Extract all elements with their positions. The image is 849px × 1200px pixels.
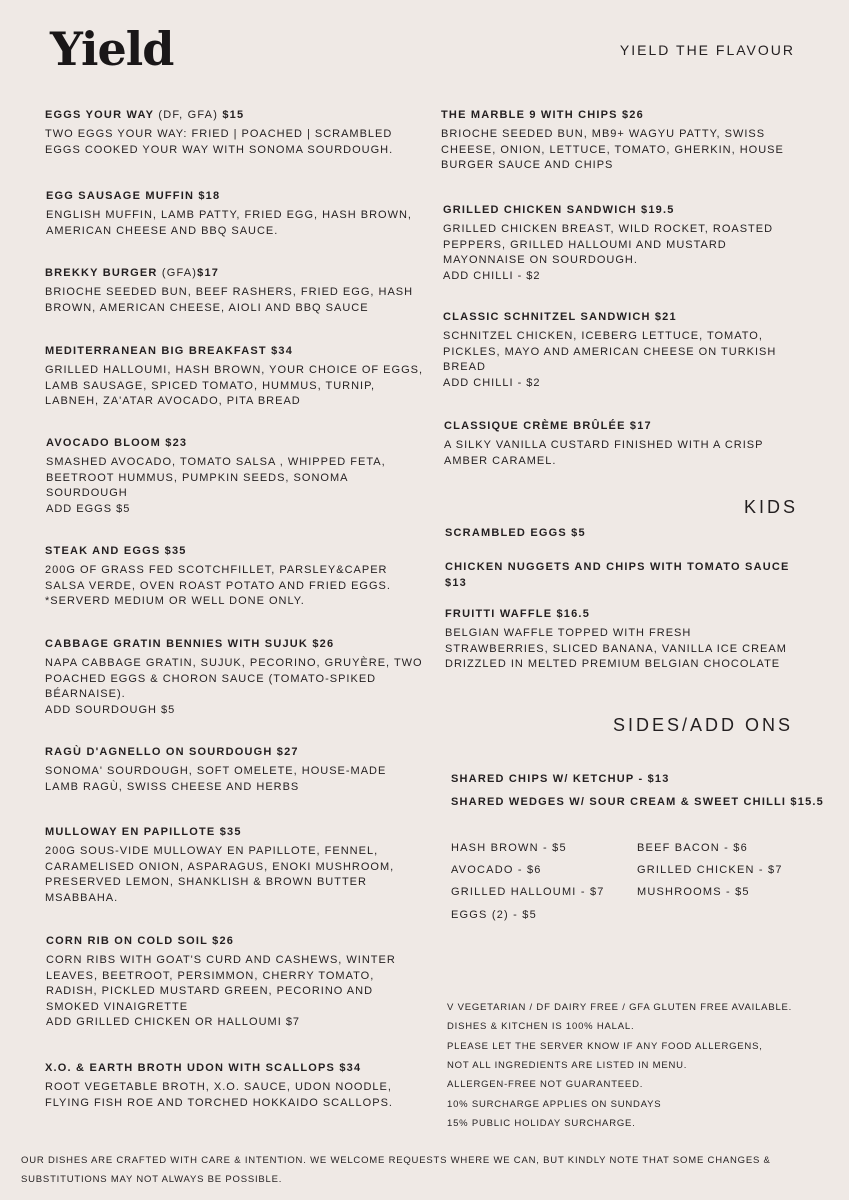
menu-item-title: [45, 745, 435, 760]
item-price: $15: [218, 109, 245, 121]
description-line: LEAVES, BEETROOT, PERSIMMON, CHERRY TOMATO,: [46, 969, 375, 982]
menu-item: [45, 344, 435, 410]
description-line: ADD SOURDOUGH $5: [45, 703, 176, 716]
menu-item-description: [45, 285, 435, 316]
description-line: SMASHED AVOCADO, TOMATO SALSA , WHIPPED FETA,: [46, 456, 386, 468]
menu-item-description: [45, 1080, 435, 1111]
description-line: NAPA CABBAGE GRATIN, SUJUK, PECORINO, GRUYÈRE, TWO: [45, 657, 423, 669]
menu-item-description: [45, 363, 435, 410]
menu-item-title: [445, 526, 835, 541]
menu-item: [445, 607, 835, 673]
item-price: $13: [445, 577, 467, 589]
menu-item-title: [45, 544, 435, 559]
tagline: YIELD THE FLAVOUR: [619, 42, 795, 58]
description-line: FLYING FISH ROE AND TORCHED HOKKAIDO SCALLOPS.: [45, 1096, 393, 1109]
description-line: POACHED EGGS & CHORON SAUCE (TOMATO-SPIKED: [45, 672, 377, 685]
description-line: CORN RIBS WITH GOAT'S CURD AND CASHEWS, WINTER: [46, 954, 396, 966]
kids-heading: KIDS: [744, 497, 799, 517]
description-line: SALSA VERDE, OVEN ROAST POTATO AND FRIED EGGS.: [45, 579, 391, 592]
description-line: PEPPERS, GRILLED HALLOUMI AND MUSTARD: [443, 238, 727, 251]
side-item: BEEF BACON - $6: [637, 842, 748, 854]
menu-item-description: [443, 329, 833, 391]
item-name: STEAK AND EGGS $35: [45, 545, 187, 557]
holiday-surcharge-note: 15% PUBLIC HOLIDAY SURCHARGE.: [447, 1118, 636, 1129]
menu-item: [45, 1061, 435, 1111]
description-line: BRIOCHE SEEDED BUN, BEEF RASHERS, FRIED EGG, HASH: [45, 286, 414, 298]
item-name: X.O. & EARTH BROTH UDON WITH SCALLOPS $34: [45, 1062, 362, 1074]
menu-item-title: [445, 607, 835, 622]
sides-heading: SIDES/ADD ONS: [613, 715, 794, 735]
description-line: EGGS COOKED YOUR WAY WITH SONOMA SOURDOUGH.: [45, 143, 394, 156]
description-line: GRILLED HALLOUMI, HASH BROWN, YOUR CHOICE OF EGGS,: [45, 364, 424, 376]
description-line: CARAMELISED ONION, ASPARAGUS, ENOKI MUSHROOM,: [45, 860, 395, 873]
menu-item-title: [441, 108, 831, 123]
menu-item: [45, 745, 435, 795]
description-line: SMOKED VINAIGRETTE: [46, 1000, 189, 1013]
menu-item-description: [46, 953, 436, 1031]
brand-logo: Yield: [50, 22, 174, 76]
menu-item-description: [46, 208, 436, 239]
menu-item: [445, 526, 835, 541]
description-line: LAMB RAGÙ, SWISS CHEESE AND HERBS: [45, 780, 300, 793]
side-item: GRILLED HALLOUMI - $7: [451, 886, 605, 898]
menu-item-description: [45, 764, 435, 795]
allergen-note: PLEASE LET THE SERVER KNOW IF ANY FOOD ALLERGENS,: [447, 1041, 763, 1052]
sunday-surcharge-note: 10% SURCHARGE APPLIES ON SUNDAYS: [447, 1099, 662, 1110]
description-line: LABNEH, ZA'ATAR AVOCADO, PITA BREAD: [45, 395, 301, 407]
item-name: CHICKEN NUGGETS AND CHIPS WITH TOMATO SAUCE: [445, 561, 790, 573]
item-price: $17: [197, 267, 220, 279]
menu-item-title: [443, 310, 833, 325]
menu-item-title: [45, 1061, 435, 1076]
menu-item: [45, 825, 435, 906]
menu-item: [46, 189, 436, 239]
menu-item-title: [45, 108, 435, 123]
menu-item-title: [46, 189, 436, 204]
dietary-note: V VEGETARIAN / DF DAIRY FREE / GFA GLUTEN FREE AVAILABLE.: [447, 1002, 793, 1013]
item-name: MEDITERRANEAN BIG BREAKFAST $34: [45, 345, 294, 357]
item-name: AVOCADO BLOOM $23: [46, 437, 188, 449]
menu-item-description: [443, 222, 833, 284]
side-item: AVOCADO - $6: [451, 864, 542, 876]
item-name: EGG SAUSAGE MUFFIN $18: [46, 190, 221, 202]
menu-item: [46, 436, 436, 517]
menu-item: [46, 934, 436, 1031]
description-line: SONOMA' SOURDOUGH, SOFT OMELETE, HOUSE-MADE: [45, 765, 387, 777]
menu-item-description: [45, 844, 435, 906]
description-line: MAYONNAISE ON SOURDOUGH.: [443, 254, 638, 266]
description-line: ROOT VEGETABLE BROTH, X.O. SAUCE, UDON NOODLE,: [45, 1081, 392, 1093]
menu-item: [443, 203, 833, 284]
item-name: MULLOWAY EN PAPILLOTE $35: [45, 826, 242, 838]
description-line: CHEESE, ONION, LETTUCE, TOMATO, GHERKIN, HOUSE: [441, 143, 784, 156]
side-item: GRILLED CHICKEN - $7: [637, 864, 783, 876]
description-line: DRIZZLED IN MELTED PREMIUM BELGIAN CHOCOLATE: [445, 658, 781, 670]
item-dietary-note: (DF, GFA): [154, 109, 219, 121]
description-line: *SERVERD MEDIUM OR WELL DONE ONLY.: [45, 595, 305, 607]
menu-item: [45, 544, 435, 610]
menu-item: [445, 560, 835, 591]
description-line: AMERICAN CHEESE AND BBQ SAUCE.: [46, 224, 279, 237]
menu-item-title: [46, 436, 436, 451]
description-line: A SILKY VANILLA CUSTARD FINISHED WITH A CRISP: [444, 439, 764, 451]
description-line: PICKLES, MAYO AND AMERICAN CHEESE ON TURKISH: [443, 345, 777, 358]
item-name: THE MARBLE 9 WITH CHIPS $26: [441, 109, 644, 121]
footer-disclaimer: OUR DISHES ARE CRAFTED WITH CARE & INTENTION. WE WELCOME REQUESTS WHERE WE CAN, BUT KINDLY NOTE THAT SOME CHANGES & SUBSTITUTIONS MAY NOT ALWAYS BE POSSIBLE.: [21, 1155, 771, 1185]
ingredients-note: NOT ALL INGREDIENTS ARE LISTED IN MENU.: [447, 1060, 688, 1071]
description-line: BROWN, AMERICAN CHEESE, AIOLI AND BBQ SAUCE: [45, 301, 369, 314]
description-line: MSABBAHA.: [45, 891, 119, 904]
item-name: CORN RIB ON COLD SOIL $26: [46, 935, 235, 947]
side-item: EGGS (2) - $5: [451, 909, 537, 921]
description-line: BREAD: [443, 361, 486, 373]
menu-item-description: [441, 127, 831, 174]
menu-item-title: [45, 266, 435, 281]
description-line: SCHNITZEL CHICKEN, ICEBERG LETTUCE, TOMATO,: [443, 330, 763, 342]
menu-item: [45, 266, 435, 316]
description-line: ADD EGGS $5: [46, 502, 131, 515]
side-item: HASH BROWN - $5: [451, 842, 567, 854]
description-line: GRILLED CHICKEN BREAST, WILD ROCKET, ROASTED: [443, 223, 774, 235]
allergen-free-note: ALLERGEN-FREE NOT GUARANTEED.: [447, 1079, 644, 1090]
description-line: SOURDOUGH: [46, 487, 128, 499]
menu-item: [45, 108, 435, 158]
description-line: BEETROOT HUMMUS, PUMPKIN SEEDS, SONOMA: [46, 471, 349, 484]
menu-item-description: [45, 127, 435, 158]
menu-item-title: [46, 934, 436, 949]
description-line: 200G SOUS-VIDE MULLOWAY EN PAPILLOTE, FENNEL,: [45, 845, 379, 857]
item-name: CLASSIC SCHNITZEL SANDWICH $21: [443, 311, 677, 323]
description-line: ENGLISH MUFFIN, LAMB PATTY, FRIED EGG, HASH BROWN,: [46, 209, 412, 221]
description-line: ADD GRILLED CHICKEN OR HALLOUMI $7: [46, 1016, 301, 1028]
item-name: SCRAMBLED EGGS $5: [445, 527, 586, 539]
menu-item-description: [444, 438, 834, 469]
side-item: MUSHROOMS - $5: [637, 886, 750, 898]
description-line: 200G OF GRASS FED SCOTCHFILLET, PARSLEY&CAPER: [45, 564, 388, 576]
halal-note: DISHES & KITCHEN IS 100% HALAL.: [447, 1021, 635, 1032]
item-name: EGGS YOUR WAY: [45, 109, 155, 121]
description-line: STRAWBERRIES, SLICED BANANA, VANILLA ICE CREAM: [445, 642, 787, 655]
menu-item-title: [45, 637, 435, 652]
description-line: ADD CHILLI - $2: [443, 269, 541, 282]
description-line: BRIOCHE SEEDED BUN, MB9+ WAGYU PATTY, SWISS: [441, 128, 766, 140]
item-name: FRUITTI WAFFLE $16.5: [445, 608, 591, 620]
menu-item-description: [46, 455, 436, 517]
description-line: ADD CHILLI - $2: [443, 376, 541, 389]
menu-item: [444, 419, 834, 469]
shared-wedges: SHARED WEDGES W/ SOUR CREAM & SWEET CHILLI $15.5: [451, 796, 824, 808]
description-line: LAMB SAUSAGE, SPICED TOMATO, HUMMUS, TURNIP,: [45, 379, 376, 392]
menu-item: [45, 637, 435, 718]
menu-item-title: [444, 419, 834, 434]
menu-item-title: [45, 825, 435, 840]
description-line: PRESERVED LEMON, SHANKLISH & BROWN BUTTER: [45, 876, 367, 888]
menu-item-title: [45, 344, 435, 359]
description-line: BÉARNAISE).: [45, 688, 126, 700]
description-line: TWO EGGS YOUR WAY: FRIED | POACHED | SCRAMBLED: [45, 128, 393, 140]
menu-item-description: [45, 656, 435, 718]
item-name: CABBAGE GRATIN BENNIES WITH SUJUK $26: [45, 638, 335, 650]
menu-item-description: [45, 563, 435, 610]
menu-item-title: [443, 203, 833, 218]
item-name: BREKKY BURGER: [45, 267, 158, 279]
description-line: AMBER CARAMEL.: [444, 454, 557, 467]
item-name: CLASSIQUE CRÈME BRÛLÉE $17: [444, 420, 652, 432]
item-name: RAGÙ D'AGNELLO ON SOURDOUGH $27: [45, 746, 299, 758]
description-line: BELGIAN WAFFLE TOPPED WITH FRESH: [445, 627, 692, 639]
item-dietary-note: (GFA): [157, 267, 198, 279]
description-line: BURGER SAUCE AND CHIPS: [441, 159, 614, 171]
menu-item: [441, 108, 831, 174]
menu-item-description: [445, 626, 835, 673]
description-line: RADISH, PICKLED MUSTARD GREEN, PECORINO AND: [46, 985, 374, 997]
menu-item: [443, 310, 833, 391]
shared-chips: SHARED CHIPS W/ KETCHUP - $13: [451, 773, 670, 785]
item-name: GRILLED CHICKEN SANDWICH $19.5: [443, 204, 675, 216]
